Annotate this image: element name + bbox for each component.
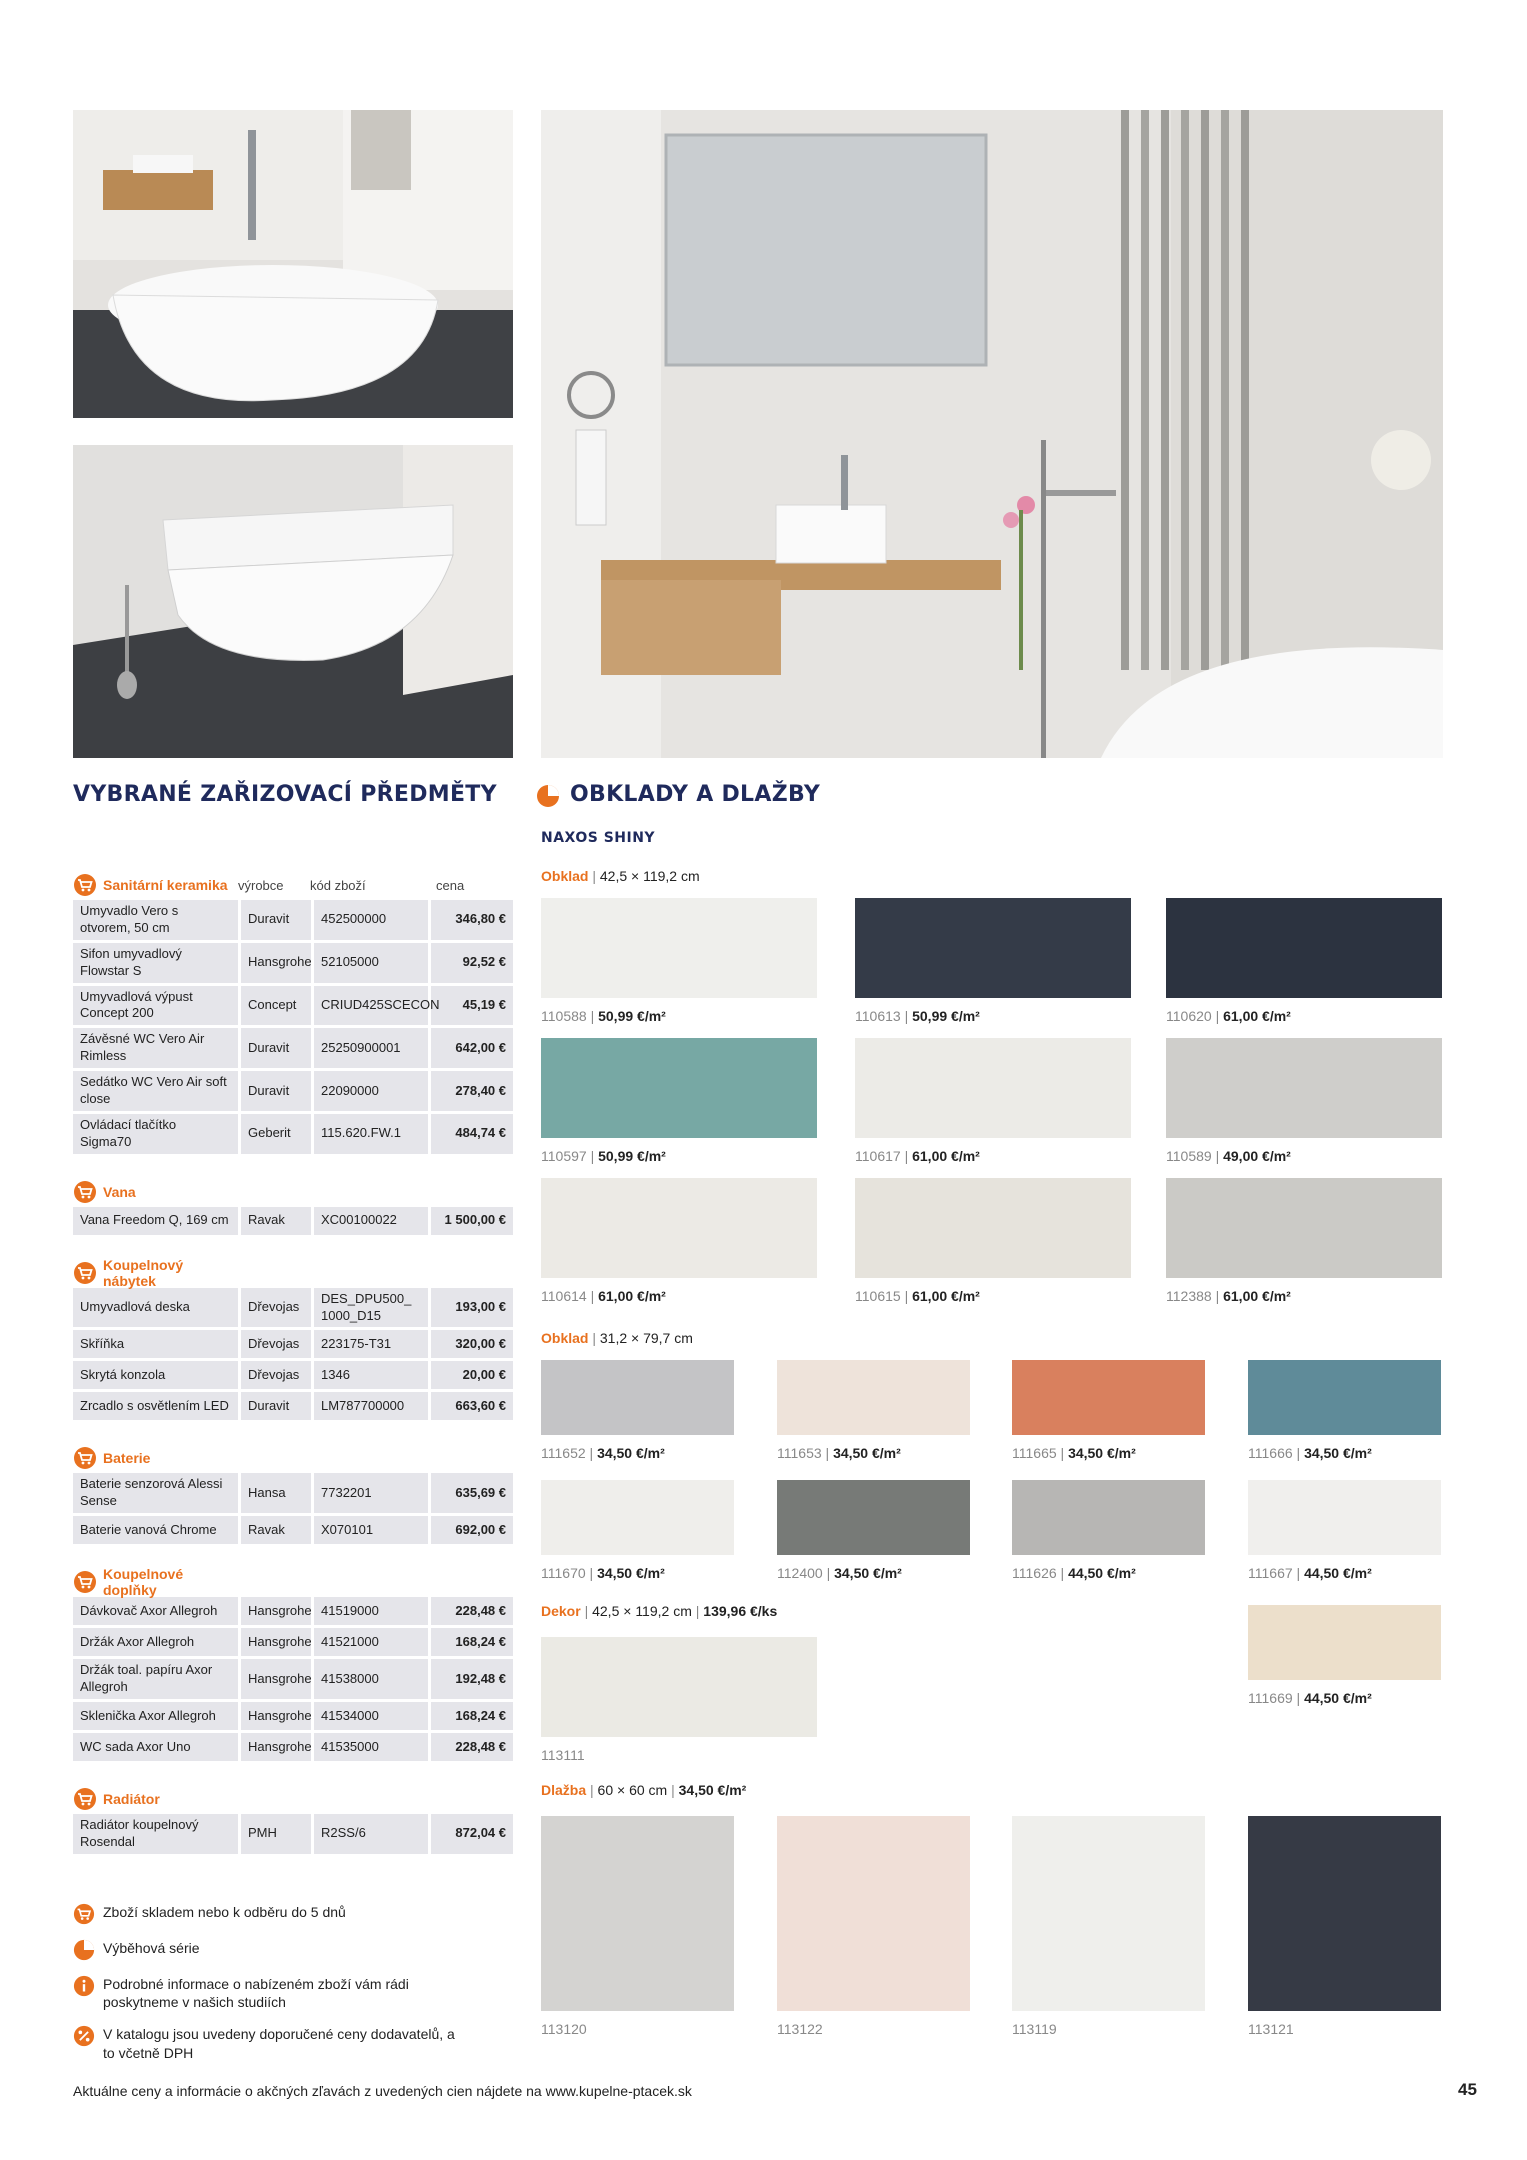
table-row bbox=[73, 1597, 513, 1625]
footer-note: Aktuálne ceny a informácie o akčných zľavách z uvedených cien nájdete na www.kupelne-ptacek.sk bbox=[73, 2083, 692, 2099]
product-maker: Hansgrohe bbox=[241, 1659, 314, 1699]
tile-swatch bbox=[777, 1816, 970, 2011]
tile-swatch bbox=[855, 898, 1131, 998]
cart-icon bbox=[73, 1787, 97, 1811]
tile-price: 34,50 €/m² bbox=[597, 1445, 665, 1461]
tile-swatch bbox=[541, 1038, 817, 1138]
group-gap bbox=[73, 1423, 513, 1443]
table-row bbox=[73, 1392, 513, 1420]
product-price: 45,19 € bbox=[462, 997, 506, 1012]
column-price: cena bbox=[436, 877, 465, 893]
tile-item bbox=[855, 898, 1131, 1024]
tile-item bbox=[541, 1637, 817, 1763]
product-maker: Duravit bbox=[241, 1392, 314, 1420]
tile-item bbox=[1012, 1816, 1205, 2037]
tile-swatch bbox=[777, 1360, 970, 1435]
tile-swatch bbox=[1166, 1038, 1442, 1138]
section-price: 139,96 €/ks bbox=[703, 1603, 778, 1619]
product-price: 1 500,00 € bbox=[444, 1212, 506, 1228]
page-number: 45 bbox=[1458, 2080, 1477, 2099]
section-size: 60 × 60 cm bbox=[597, 1782, 668, 1798]
tile-price: 49,00 €/m² bbox=[1223, 1148, 1291, 1164]
tile-caption bbox=[1012, 2021, 1205, 2037]
tile-code: 110589 bbox=[1166, 1148, 1212, 1164]
product-code: 25250900001 bbox=[314, 1028, 431, 1068]
tile-swatch bbox=[541, 1360, 734, 1435]
product-name: Sklenička Axor Allegroh bbox=[73, 1702, 241, 1730]
tile-caption: 110620 | 61,00 €/m² bbox=[1166, 1008, 1291, 1024]
product-price: 192,48 € bbox=[455, 1670, 506, 1686]
tile-item bbox=[855, 1178, 1131, 1304]
product-price: 692,00 € bbox=[455, 1521, 506, 1537]
tile-code: 112388 bbox=[1166, 1288, 1212, 1304]
product-name: Umyvadlo Vero s otvorem, 50 cm bbox=[73, 900, 241, 940]
section-dlazba: Dlažba | 60 × 60 cm | 34,50 €/m² bbox=[541, 1782, 747, 1798]
tile-item bbox=[1166, 1038, 1442, 1164]
product-code: LM787700000 bbox=[314, 1392, 431, 1420]
product-name: WC sada Axor Uno bbox=[73, 1733, 241, 1761]
tile-price: 44,50 €/m² bbox=[1068, 1565, 1136, 1581]
product-name: Sedátko WC Vero Air soft close bbox=[73, 1071, 241, 1111]
product-name: Držák toal. papíru Axor Allegroh bbox=[73, 1659, 241, 1699]
tile-code: 110588 bbox=[541, 1008, 587, 1024]
product-code: DES_DPU500_ 1000_D15 bbox=[314, 1288, 431, 1328]
tile-caption: 111665 | 34,50 €/m² bbox=[1012, 1445, 1136, 1461]
cart-icon bbox=[73, 1903, 95, 1925]
cart-icon bbox=[73, 873, 97, 897]
tile-item bbox=[855, 1038, 1131, 1164]
section-price: 34,50 €/m² bbox=[678, 1782, 747, 1798]
product-name: Zrcadlo s osvětlením LED bbox=[73, 1392, 241, 1420]
product-maker: Duravit bbox=[241, 900, 314, 940]
tile-item bbox=[541, 898, 817, 1024]
table-row bbox=[73, 943, 513, 983]
product-price: 346,80 € bbox=[455, 911, 506, 927]
group-gap bbox=[73, 1547, 513, 1567]
product-price: 278,40 € bbox=[455, 1082, 506, 1098]
info-icon bbox=[73, 1975, 95, 1997]
tile-code: 110614 bbox=[541, 1288, 587, 1304]
tile-item bbox=[541, 1480, 734, 1581]
tile-caption: 110613 | 50,99 €/m² bbox=[855, 1008, 980, 1024]
tile-caption: 111670 | 34,50 €/m² bbox=[541, 1565, 665, 1581]
tile-price: 44,50 €/m² bbox=[1304, 1565, 1372, 1581]
tile-swatch bbox=[1012, 1816, 1205, 2011]
product-name: Radiátor koupelnový Rosendal bbox=[73, 1814, 241, 1854]
product-maker: Hansgrohe bbox=[241, 1702, 314, 1730]
product-name: Baterie senzorová Alessi Sense bbox=[73, 1473, 241, 1513]
tile-caption: 111667 | 44,50 €/m² bbox=[1248, 1565, 1372, 1581]
product-maker: Hansgrohe bbox=[241, 1733, 314, 1761]
legend-info-text: Podrobné informace o nabízeném zboží vám rádi poskytneme v našich studiích bbox=[103, 1976, 409, 2011]
table-row bbox=[73, 1114, 513, 1154]
tile-swatch bbox=[1248, 1480, 1441, 1555]
tile-swatch bbox=[541, 1178, 817, 1278]
product-price: 484,74 € bbox=[455, 1125, 506, 1141]
tile-code: 111670 bbox=[541, 1565, 586, 1581]
tile-price: 34,50 €/m² bbox=[1068, 1445, 1136, 1461]
tile-caption: 110588 | 50,99 €/m² bbox=[541, 1008, 666, 1024]
group-header bbox=[73, 1784, 513, 1814]
legend-stock-text: Zboží skladem nebo k odběru do 5 dnů bbox=[103, 1904, 346, 1920]
product-maker: Duravit bbox=[241, 1028, 314, 1068]
group-title: Koupelnové doplňky bbox=[103, 1566, 184, 1599]
product-price: 228,48 € bbox=[455, 1602, 506, 1618]
percent-icon bbox=[73, 2025, 95, 2047]
tile-code: 113120 bbox=[541, 2021, 587, 2037]
group-title: Radiátor bbox=[103, 1791, 160, 1808]
tile-code: 110613 bbox=[855, 1008, 901, 1024]
tile-price: 61,00 €/m² bbox=[912, 1288, 980, 1304]
tile-swatch bbox=[1248, 1605, 1441, 1680]
tile-swatch bbox=[855, 1178, 1131, 1278]
table-row bbox=[73, 1288, 513, 1328]
table-row bbox=[73, 1361, 513, 1389]
column-maker: výrobce bbox=[238, 877, 284, 893]
tile-item bbox=[1248, 1480, 1441, 1581]
product-price: 663,60 € bbox=[455, 1398, 506, 1414]
tile-swatch bbox=[1248, 1816, 1441, 2011]
tile-caption bbox=[541, 2021, 734, 2037]
tile-swatch bbox=[541, 1637, 817, 1737]
product-name: Skříňka bbox=[73, 1330, 241, 1358]
tile-price: 50,99 €/m² bbox=[598, 1148, 666, 1164]
product-price: 872,04 € bbox=[455, 1825, 506, 1841]
product-price: 642,00 € bbox=[455, 1039, 506, 1055]
tile-caption: 111626 | 44,50 €/m² bbox=[1012, 1565, 1136, 1581]
tile-caption: 111669 | 44,50 €/m² bbox=[1248, 1690, 1372, 1706]
product-table bbox=[73, 870, 513, 1857]
product-maker: Concept bbox=[241, 986, 314, 1026]
product-price: 193,00 € bbox=[455, 1299, 506, 1315]
tile-swatch bbox=[1166, 1178, 1442, 1278]
product-maker: Ravak bbox=[241, 1516, 314, 1544]
product-code: X070101 bbox=[314, 1516, 431, 1544]
tile-item bbox=[1166, 898, 1442, 1024]
tile-code: 110617 bbox=[855, 1148, 901, 1164]
bathtub-photo bbox=[73, 110, 513, 418]
product-name: Závěsné WC Vero Air Rimless bbox=[73, 1028, 241, 1068]
section-kind: Dekor bbox=[541, 1603, 581, 1619]
section-size: 31,2 × 79,7 cm bbox=[599, 1330, 693, 1346]
tile-swatch bbox=[1248, 1360, 1441, 1435]
tile-caption bbox=[541, 1747, 817, 1763]
group-title: Vana bbox=[103, 1183, 136, 1200]
series-title: NAXOS SHINY bbox=[541, 830, 656, 846]
table-row bbox=[73, 1473, 513, 1513]
tile-caption: 110617 | 61,00 €/m² bbox=[855, 1148, 980, 1164]
product-code: 41535000 bbox=[314, 1733, 431, 1761]
tile-code: 110615 bbox=[855, 1288, 901, 1304]
section-kind: Obklad bbox=[541, 868, 589, 884]
product-price: 20,00 € bbox=[462, 1367, 506, 1383]
table-row bbox=[73, 1659, 513, 1699]
product-price: 228,48 € bbox=[455, 1738, 506, 1754]
cart-icon bbox=[73, 1570, 97, 1594]
product-price: 92,52 € bbox=[462, 954, 506, 970]
table-row bbox=[73, 1814, 513, 1854]
tile-swatch bbox=[541, 898, 817, 998]
legend-percent bbox=[73, 2025, 513, 2061]
tile-item bbox=[1012, 1480, 1205, 1581]
tile-caption bbox=[1248, 2021, 1441, 2037]
product-name: Ovládací tlačítko Sigma70 bbox=[73, 1114, 241, 1154]
product-code: 22090000 bbox=[314, 1071, 431, 1111]
table-row bbox=[73, 1628, 513, 1656]
group-gap bbox=[73, 1238, 513, 1258]
tile-price: 61,00 €/m² bbox=[912, 1148, 980, 1164]
tile-item bbox=[777, 1480, 970, 1581]
product-code: 41519000 bbox=[314, 1597, 431, 1625]
tile-code: 113119 bbox=[1012, 2021, 1057, 2037]
tile-item bbox=[541, 1816, 734, 2037]
tile-price: 44,50 €/m² bbox=[1304, 1690, 1372, 1706]
product-name: Umyvadlová deska bbox=[73, 1288, 241, 1328]
product-maker: Hansgrohe bbox=[241, 1628, 314, 1656]
legend-info bbox=[73, 1975, 513, 2011]
product-code: 1346 bbox=[314, 1361, 431, 1389]
tile-item bbox=[777, 1360, 970, 1461]
tile-price: 34,50 €/m² bbox=[1304, 1445, 1372, 1461]
product-maker: Ravak bbox=[241, 1207, 314, 1235]
product-code: XC00100022 bbox=[314, 1207, 431, 1235]
group-gap bbox=[73, 1764, 513, 1784]
section-size: 42,5 × 119,2 cm bbox=[592, 1603, 692, 1619]
tile-caption: 111652 | 34,50 €/m² bbox=[541, 1445, 665, 1461]
legend-clearance-text: Výběhová série bbox=[103, 1940, 200, 1956]
wall-wc-photo bbox=[73, 445, 513, 758]
tile-swatch bbox=[1012, 1360, 1205, 1435]
product-name: Držák Axor Allegroh bbox=[73, 1628, 241, 1656]
product-code: 41534000 bbox=[314, 1702, 431, 1730]
tile-code: 110620 bbox=[1166, 1008, 1212, 1024]
table-row bbox=[73, 986, 513, 1026]
tile-item bbox=[1012, 1360, 1205, 1461]
tile-swatch bbox=[541, 1816, 734, 2011]
table-row bbox=[73, 900, 513, 940]
tile-price: 34,50 €/m² bbox=[597, 1565, 665, 1581]
product-code: 223175-T31 bbox=[314, 1330, 431, 1358]
product-price: 320,00 € bbox=[455, 1336, 506, 1352]
table-row bbox=[73, 1702, 513, 1730]
product-maker: Hansgrohe bbox=[241, 943, 314, 983]
group-header bbox=[73, 1258, 513, 1288]
table-row bbox=[73, 1330, 513, 1358]
clearance-icon bbox=[536, 784, 560, 808]
table-row bbox=[73, 1516, 513, 1544]
legend-stock bbox=[73, 1903, 513, 1925]
tile-code: 112400 bbox=[777, 1565, 823, 1581]
tile-code: 113121 bbox=[1248, 2021, 1294, 2037]
group-title: Koupelnový nábytek bbox=[103, 1256, 184, 1289]
product-code: 41521000 bbox=[314, 1628, 431, 1656]
bathroom-interior-photo bbox=[541, 110, 1443, 758]
table-row bbox=[73, 1071, 513, 1111]
tile-item bbox=[541, 1178, 817, 1304]
fixtures-heading: VYBRANÉ ZAŘIZOVACÍ PŘEDMĚTY bbox=[73, 782, 497, 807]
tile-price: 61,00 €/m² bbox=[1223, 1008, 1291, 1024]
product-maker: Dřevojas bbox=[241, 1288, 314, 1328]
product-price: 168,24 € bbox=[455, 1707, 506, 1723]
tile-code: 111666 bbox=[1248, 1445, 1293, 1461]
product-maker: Duravit bbox=[241, 1071, 314, 1111]
tile-price: 61,00 €/m² bbox=[1223, 1288, 1291, 1304]
product-name: Dávkovač Axor Allegroh bbox=[73, 1597, 241, 1625]
tile-caption: 111653 | 34,50 €/m² bbox=[777, 1445, 901, 1461]
column-code: kód zboží bbox=[310, 877, 366, 893]
table-row bbox=[73, 1028, 513, 1068]
tile-code: 111653 bbox=[777, 1445, 822, 1461]
tile-caption: 112400 | 34,50 €/m² bbox=[777, 1565, 902, 1581]
section-dekor: Dekor | 42,5 × 119,2 cm | 139,96 €/ks bbox=[541, 1603, 778, 1619]
legend-percent-text: V katalogu jsou uvedeny doporučené ceny dodavatelů, a to včetně DPH bbox=[103, 2026, 455, 2061]
product-code: 7732201 bbox=[314, 1473, 431, 1513]
tile-item bbox=[541, 1360, 734, 1461]
tile-price: 34,50 €/m² bbox=[834, 1565, 902, 1581]
cart-icon bbox=[73, 1180, 97, 1204]
product-price: 168,24 € bbox=[455, 1633, 506, 1649]
tile-item bbox=[1248, 1816, 1441, 2037]
tile-swatch bbox=[777, 1480, 970, 1555]
tile-caption: 110589 | 49,00 €/m² bbox=[1166, 1148, 1291, 1164]
section-size: 42,5 × 119,2 cm bbox=[599, 868, 700, 884]
group-header bbox=[73, 1177, 513, 1207]
tile-item bbox=[541, 1038, 817, 1164]
tile-swatch bbox=[1012, 1480, 1205, 1555]
group-gap bbox=[73, 1157, 513, 1177]
tiles-heading: OBKLADY A DLAŽBY bbox=[570, 782, 821, 807]
tile-item bbox=[1248, 1605, 1441, 1706]
product-code: 115.620.FW.1 bbox=[314, 1114, 431, 1154]
product-maker: Hansa bbox=[241, 1473, 314, 1513]
tile-caption: 110614 | 61,00 €/m² bbox=[541, 1288, 666, 1304]
table-row bbox=[73, 1207, 513, 1235]
tile-swatch bbox=[541, 1480, 734, 1555]
tile-price: 50,99 €/m² bbox=[912, 1008, 980, 1024]
product-code: 41538000 bbox=[314, 1659, 431, 1699]
section-kind: Dlažba bbox=[541, 1782, 587, 1798]
tile-code: 111626 bbox=[1012, 1565, 1057, 1581]
product-name: Skrytá konzola bbox=[73, 1361, 241, 1389]
group-header bbox=[73, 1567, 513, 1597]
legend-clearance bbox=[73, 1939, 513, 1961]
cart-icon bbox=[73, 1261, 97, 1285]
tile-code: 111669 bbox=[1248, 1690, 1293, 1706]
product-maker: Dřevojas bbox=[241, 1330, 314, 1358]
tile-price: 50,99 €/m² bbox=[598, 1008, 666, 1024]
tile-code: 113111 bbox=[541, 1747, 585, 1763]
product-price: 635,69 € bbox=[455, 1484, 506, 1500]
product-code: R2SS/6 bbox=[314, 1814, 431, 1854]
product-code: 52105000 bbox=[314, 943, 431, 983]
section-obklad-small: Obklad | 31,2 × 79,7 cm bbox=[541, 1330, 693, 1346]
tile-price: 34,50 €/m² bbox=[833, 1445, 901, 1461]
group-title: Sanitární keramika bbox=[103, 877, 228, 893]
clearance-icon bbox=[73, 1939, 95, 1961]
group-title: Baterie bbox=[103, 1450, 151, 1467]
tile-caption: 110615 | 61,00 €/m² bbox=[855, 1288, 980, 1304]
product-code: CRIUD425SCECON bbox=[314, 986, 431, 1026]
cart-icon bbox=[73, 1446, 97, 1470]
tile-code: 111665 bbox=[1012, 1445, 1057, 1461]
tile-price: 61,00 €/m² bbox=[598, 1288, 666, 1304]
product-maker: Hansgrohe bbox=[241, 1597, 314, 1625]
tile-swatch bbox=[1166, 898, 1442, 998]
section-kind: Obklad bbox=[541, 1330, 589, 1346]
product-name: Sifon umyvadlový Flowstar S bbox=[73, 943, 241, 983]
group-header bbox=[73, 1443, 513, 1473]
table-row bbox=[73, 1733, 513, 1761]
group-header bbox=[73, 870, 513, 900]
legend bbox=[73, 1903, 513, 2076]
product-maker: Geberit bbox=[241, 1114, 314, 1154]
tile-caption: 111666 | 34,50 €/m² bbox=[1248, 1445, 1372, 1461]
product-name: Umyvadlová výpust Concept 200 bbox=[73, 986, 241, 1026]
tile-caption: 110597 | 50,99 €/m² bbox=[541, 1148, 666, 1164]
product-maker: PMH bbox=[241, 1814, 314, 1854]
tile-item bbox=[1248, 1360, 1441, 1461]
tile-code: 111652 bbox=[541, 1445, 586, 1461]
tile-code: 110597 bbox=[541, 1148, 587, 1164]
tile-swatch bbox=[855, 1038, 1131, 1138]
product-maker: Dřevojas bbox=[241, 1361, 314, 1389]
tile-code: 111667 bbox=[1248, 1565, 1293, 1581]
tile-caption bbox=[777, 2021, 970, 2037]
tile-caption: 112388 | 61,00 €/m² bbox=[1166, 1288, 1291, 1304]
section-obklad-large: Obklad | 42,5 × 119,2 cm bbox=[541, 868, 700, 884]
tile-code: 113122 bbox=[777, 2021, 823, 2037]
tile-item bbox=[777, 1816, 970, 2037]
product-code: 452500000 bbox=[314, 900, 431, 940]
tile-item bbox=[1166, 1178, 1442, 1304]
product-name: Vana Freedom Q, 169 cm bbox=[73, 1207, 241, 1235]
product-name: Baterie vanová Chrome bbox=[73, 1516, 241, 1544]
